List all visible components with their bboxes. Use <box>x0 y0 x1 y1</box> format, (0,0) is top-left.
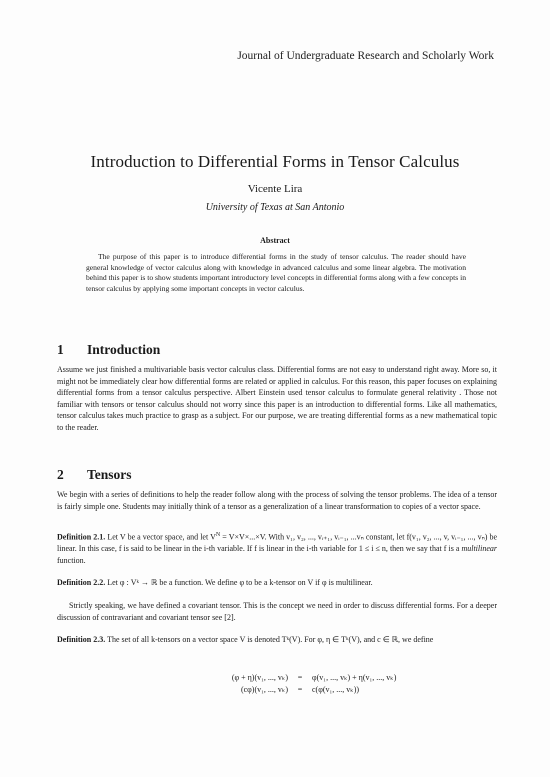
definition-2-1-text-c: function. <box>57 555 86 565</box>
equation-lhs: (φ + η)(v₁, ..., vₖ) <box>231 673 288 682</box>
abstract-heading: Abstract <box>260 236 290 245</box>
author-affiliation: University of Texas at San Antonio <box>205 202 345 213</box>
section-2-number: 2 <box>57 467 64 482</box>
definition-2-1-text-a: Let V be a vector space, and let V <box>107 532 216 542</box>
equation-block <box>196 672 396 695</box>
definition-2-2 <box>57 577 497 589</box>
author-name: Vicente Lira <box>247 183 303 195</box>
definition-2-1-term: multilinear <box>461 544 497 554</box>
equation-rhs: c(φ(v₁, ..., vₖ)) <box>312 684 360 694</box>
section-2-intro: We begin with a series of definitions to help the reader follow along with the process of solving the tensor problems. The idea of a tensor is fairly simple one. Students may initially think of a tensor as a generalization of a linear transformation to copies of a vector space. <box>57 490 497 511</box>
equation-row <box>196 684 396 696</box>
equation-op: = <box>297 684 303 694</box>
section-2-heading <box>57 467 132 483</box>
definition-2-1-label: Definition 2.1. <box>57 532 106 542</box>
definition-2-1-text-b: = V×V×...×V. With v₁, v₂, ..., vᵢ₊₁, vᵢ₋₁, ...vₙ constant, let f(v₁, v₂, ..., v, vᵢ₋₁, ..., vₙ) be linear. In this case, f is said to be linear in the i-th variable. If f is linear in the i-th variable for 1 ≤ i ≤ n, then we say that f is a <box>57 532 498 554</box>
definition-2-2-text: Let φ : Vᵏ → ℝ be a function. We define φ to be a k-tensor on V if φ is multilinear. <box>107 578 373 587</box>
abstract-text: The purpose of this paper is to introduce differential forms in the study of tensor calculus. The reader should have general knowledge of vector calculus along with knowledge in advanced calculus and some linear algebra. The motivation behind this paper is to show students important introductory level concepts in differential forms along with a few concepts in tensor calculus by applying some important concepts in vector calculus. <box>86 252 466 293</box>
definition-2-1 <box>57 530 497 566</box>
definition-2-2-label: Definition 2.2. <box>57 578 106 587</box>
definition-2-3-text: The set of all k-tensors on a vector space V is denoted Tᵏ(V). For φ, η ∈ Tᵏ(V), and c ∈ ℝ, we define <box>107 635 434 644</box>
equation-row <box>196 672 396 684</box>
equation-op: = <box>297 673 303 682</box>
section-2-title: Tensors <box>87 467 132 482</box>
section-1-heading <box>57 342 160 358</box>
definition-2-3-label: Definition 2.3. <box>57 635 106 644</box>
definition-2-3 <box>57 634 497 646</box>
journal-header: Journal of Undergraduate Research and Scholarly Work <box>237 50 494 62</box>
equation-rhs: φ(v₁, ..., vₖ) + η(v₁, ..., vₖ) <box>312 673 397 682</box>
section-1-title: Introduction <box>87 342 161 357</box>
section-1-number: 1 <box>57 342 64 357</box>
equation-lhs: (cφ)(v₁, ..., vₖ) <box>240 684 288 694</box>
section-2-paragraph-2: Strictly speaking, we have defined a covariant tensor. This is the concept we need in order to discuss differential forms. For a deeper discussion of contravariant and covariant tensor see [2]. <box>57 601 497 622</box>
paper-title: Introduction to Differential Forms in Tensor Calculus <box>90 152 460 171</box>
definition-2-1-sup: N <box>215 532 221 538</box>
section-1-body: Assume we just finished a multivariable basis vector calculus class. Differential forms are not easy to understand right away. More so, it might not be immediately clear how differential forms are related or applied in calculus. For this reason, this paper focuses on explaining differential forms from a tensor calculus perspective. Albert Einstein used tensor calculus to formulate general relativity . Those not familiar with tensors or tensor calculus should not worry since this paper is an introduction to differential forms. Like all mathematics, tensor calculus takes much practice to grasp as a subject. For our purpose, we are treating differential forms as a new mathematical topic to the reader. <box>57 365 497 432</box>
